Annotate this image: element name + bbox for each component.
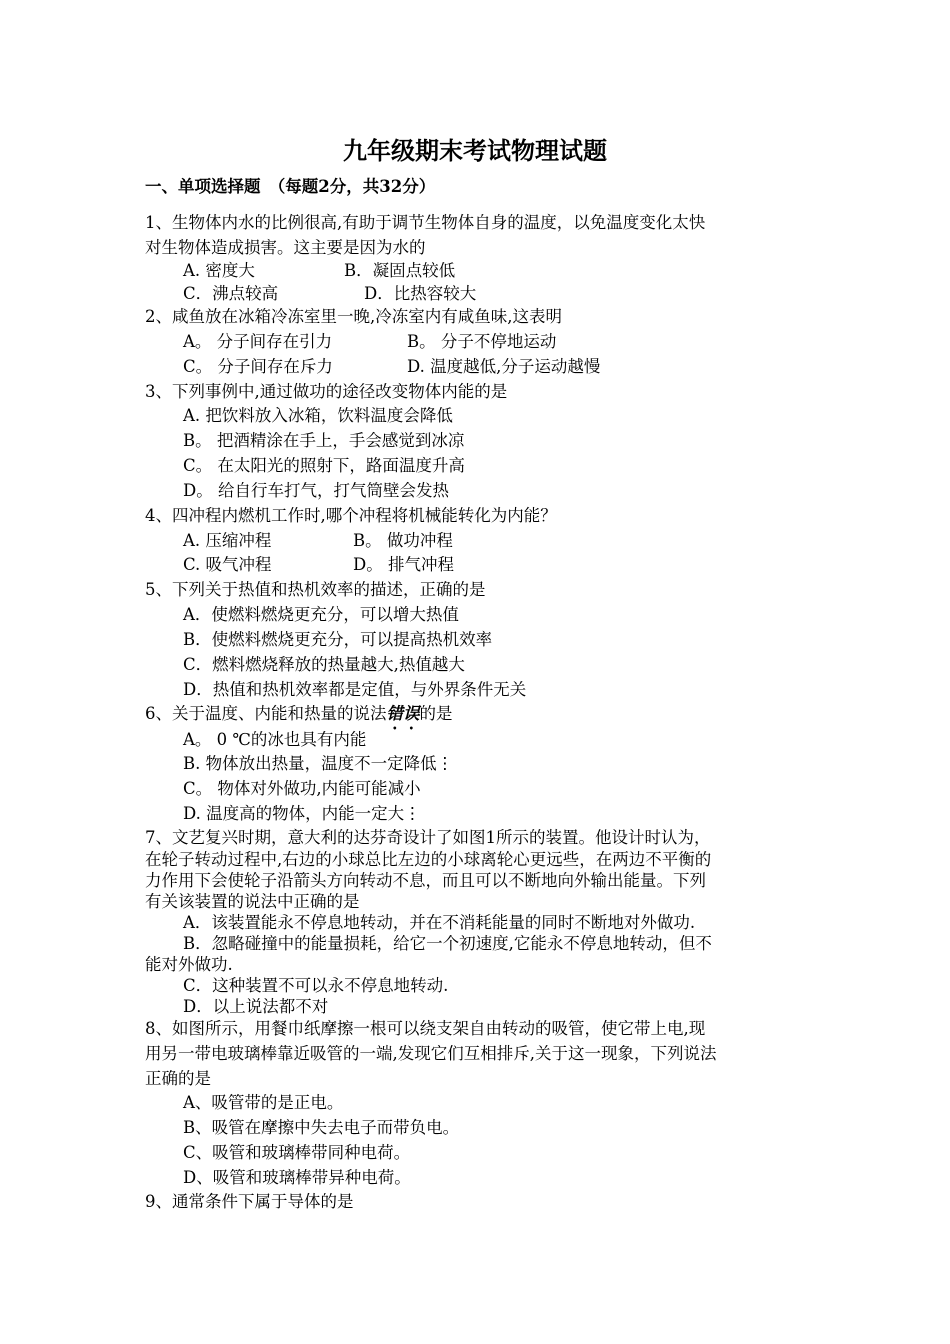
question-5-option-d: D．热值和热机效率都是定值，与外界条件无关: [183, 680, 527, 699]
question-8-option-d: D、吸管和玻璃棒带异种电荷。: [183, 1168, 411, 1187]
question-5-stem: 5、下列关于热值和热机效率的描述，正确的是: [145, 580, 486, 599]
question-9-stem: 9、通常条件下属于导体的是: [145, 1192, 354, 1211]
question-6-option-b: B. 物体放出热量，温度不一定降低⋮: [183, 754, 454, 773]
question-2-option-d: D. 温度越低,分子运动越慢: [407, 357, 601, 376]
question-6-option-d: D. 温度高的物体，内能一定大⋮: [183, 804, 421, 823]
question-8-stem-line-1: 8、如图所示，用餐巾纸摩擦一根可以绕支架自由转动的吸管，使它带上电,现: [145, 1019, 706, 1038]
question-4-option-d: D。 排气冲程: [353, 555, 454, 574]
question-7-option-d: D．以上说法都不对: [183, 997, 329, 1016]
question-7-option-a: A．该装置能永不停息地转动，并在不消耗能量的同时不断地对外做功.: [183, 913, 696, 932]
question-1-stem-line-2: 对生物体造成损害。这主要是因为水的: [145, 238, 426, 257]
question-6-stem-pre: 6、关于温度、内能和热量的说法: [145, 704, 387, 723]
question-5-option-a: A．使燃料燃烧更充分，可以增大热值: [183, 605, 459, 624]
question-7-stem-line-2: 在轮子转动过程中,右边的小球总比左边的小球离轮心更远些，在两边不平衡的: [145, 850, 712, 869]
question-1-option-b: B．凝固点较低: [344, 261, 456, 280]
question-7-option-b-line-1: B．忽略碰撞中的能量损耗，给它一个初速度,它能永不停息地转动，但不: [183, 934, 712, 953]
question-8-option-c: C、吸管和玻璃棒带同种电荷。: [183, 1143, 411, 1162]
question-1-stem-line-1: 1、生物体内水的比例很高,有助于调节生物体自身的温度，以免温度变化太快: [145, 213, 706, 232]
question-6-option-a: A。 0 ℃的冰也具有内能: [183, 730, 367, 749]
question-6-option-c: C。 物体对外做功,内能可能减小: [183, 779, 421, 798]
question-5-option-b: B．使燃料燃烧更充分，可以提高热机效率: [183, 630, 493, 649]
question-2-option-b: B。 分子不停地运动: [407, 332, 557, 351]
question-3-option-b: B。 把酒精涂在手上，手会感觉到冰凉: [183, 431, 465, 450]
question-2-option-a: A。 分子间存在引力: [183, 332, 333, 351]
question-1-option-d: D．比热容较大: [364, 284, 477, 303]
question-4-option-b: B。 做功冲程: [353, 531, 453, 550]
question-7-option-c: C．这种装置不可以永不停息地转动.: [183, 976, 449, 995]
question-1-option-a: A. 密度大: [183, 261, 255, 280]
question-1-option-c: C．沸点较高: [183, 284, 279, 303]
question-8-stem-line-2: 用另一带电玻璃棒靠近吸管的一端,发现它们互相排斥,关于这一现象，下列说法: [145, 1044, 717, 1063]
question-7-option-b-line-2: 能对外做功.: [145, 955, 233, 974]
question-3-option-c: C。 在太阳光的照射下，路面温度升高: [183, 456, 465, 475]
question-8-stem-line-3: 正确的是: [145, 1069, 211, 1088]
question-3-stem: 3、下列事例中,通过做功的途径改变物体内能的是: [145, 382, 508, 401]
question-4-stem: 4、四冲程内燃机工作时,哪个冲程将机械能转化为内能？: [145, 506, 557, 525]
question-7-stem-line-4: 有关该装置的说法中正确的是: [145, 892, 360, 911]
question-8-option-b: B、吸管在摩擦中失去电子而带负电。: [183, 1118, 460, 1137]
question-5-option-c: C．燃料燃烧释放的热量越大,热值越大: [183, 655, 465, 674]
question-3-option-a: A. 把饮料放入冰箱，饮料温度会降低: [183, 406, 453, 425]
question-7-stem-line-1: 7、文艺复兴时期，意大利的达芬奇设计了如图1所示的装置。他设计时认为，: [145, 828, 711, 847]
question-7-stem-line-3: 力作用下会使轮子沿箭头方向转动不息，而且可以不断地向外输出能量。下列: [145, 871, 706, 890]
question-4-option-a: A. 压缩冲程: [183, 531, 272, 550]
question-3-option-d: D。 给自行车打气，打气筒壁会发热: [183, 481, 449, 500]
question-6-stem-post: 的是: [419, 704, 453, 723]
question-6-emphasis: 错误: [386, 704, 420, 723]
section-heading: 一、单项选择题 （每题2分，共32分）: [145, 177, 436, 196]
question-2-option-c: C。 分子间存在斥力: [183, 357, 333, 376]
question-4-option-c: C. 吸气冲程: [183, 555, 272, 574]
question-2-stem: 2、咸鱼放在冰箱冷冻室里一晚,冷冻室内有咸鱼味,这表明: [145, 307, 562, 326]
exam-title: 九年级期末考试物理试题: [343, 136, 607, 165]
question-8-option-a: A、吸管带的是正电。: [183, 1093, 344, 1112]
